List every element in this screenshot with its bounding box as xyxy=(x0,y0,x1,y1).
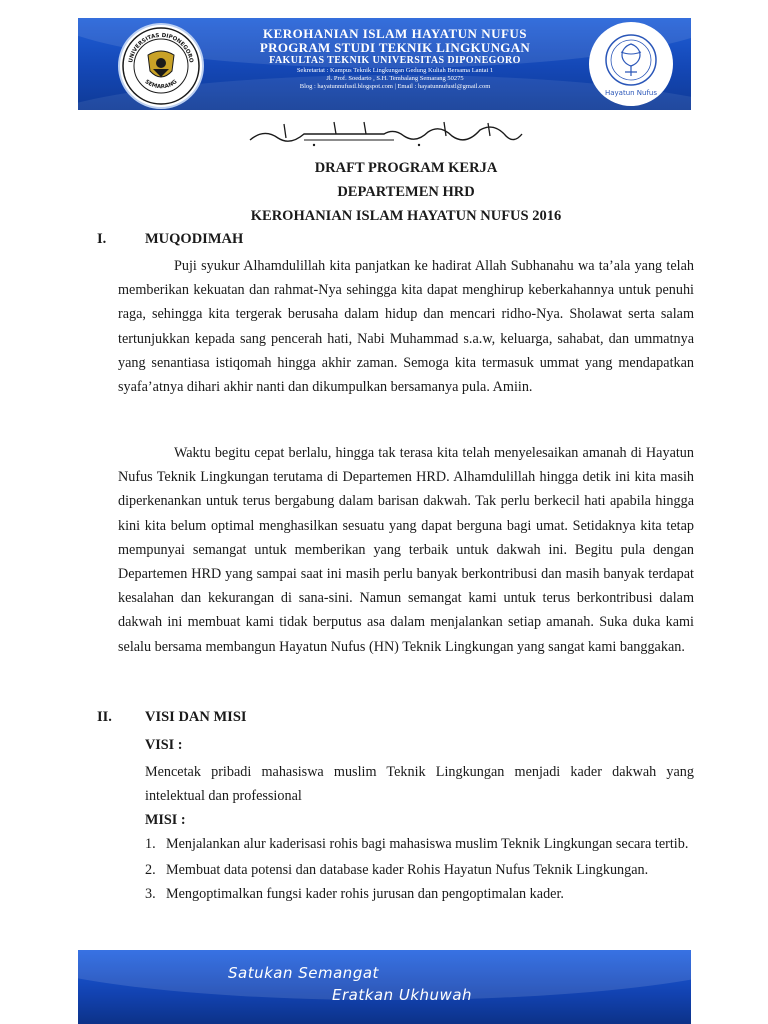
list-item xyxy=(145,832,694,856)
street-address: Jl. Prof. Soedarto , S.H. Tembalang Semarang 50275 xyxy=(326,75,464,82)
faculty-name: FAKULTAS TEKNIK UNIVERSITAS DIPONEGORO xyxy=(269,55,521,66)
visi-block xyxy=(145,733,694,832)
misi-list xyxy=(145,832,694,906)
muqodimah-paragraph-2: Waktu begitu cepat berlalu, hingga tak terasa kita telah menyelesaikan amanah di Hayatun Nufus Teknik Lingkungan terutama di Departemen HRD. Alhamdulillah hingga detik ini kita masih diperkenankan untuk terus bergabung dalam barisan dakwah. Tak perlu berkecil hati apabila hingga kini kita belum optimal menghasilkan sesuatu yang dapat berguna bagi umat. Setidaknya kita tetap mempunyai semangat untuk memberikan yang terbaik untuk dakwah ini. Begitu pula dengan Departemen HRD yang sampai saat ini masih perlu banyak berkontribusi dan masih banyak terdapat kesalahan dan kekurangan di sana-sini. Namun semangat kami untuk terus berkontribusi dalam dakwah ini membuat kami tidak berputus asa dalam menjalankan setiap amanah. Suka duka kami selalu bersama membangun Hayatun Nufus (HN) Teknik Lingkungan yang sangat kami banggakan. xyxy=(118,445,694,655)
department-title: DEPARTEMEN HRD xyxy=(337,184,475,200)
list-item-text: Menjalankan alur kaderisasi rohis bagi mahasiswa muslim Teknik Lingkungan secara tertib. xyxy=(166,836,689,852)
document-title: DRAFT PROGRAM KERJA xyxy=(314,160,498,176)
section-title: MUQODIMAH xyxy=(145,231,244,247)
footer-banner xyxy=(78,950,691,1024)
organization-year-title: KEROHANIAN ISLAM HAYATUN NUFUS 2016 xyxy=(250,208,562,224)
list-item-text: Membuat data potensi dan database kader Rohis Hayatun Nufus Teknik Lingkungan. xyxy=(166,862,649,878)
list-item xyxy=(145,882,694,906)
section-number: I. xyxy=(97,231,107,247)
footer-slogan-line2: Eratkan Ukhuwah xyxy=(332,986,473,1004)
visi-label: VISI : xyxy=(145,737,183,753)
secretariat-address: Sekretariat : Kampus Teknik Lingkungan Gedung Kuliah Bersama Lantai 1 xyxy=(296,67,494,74)
logo-caption: Hayatun Nufus xyxy=(604,89,658,97)
list-item xyxy=(145,858,694,882)
university-seal-logo xyxy=(118,23,204,109)
seal-text-bottom: SEMARANG xyxy=(143,79,179,91)
muqodimah-paragraph-1: Puji syukur Alhamdulillah kita panjatkan ke hadirat Allah Subhanahu wa ta’ala yang telah memberikan kekuatan dan rahmat-Nya sehingga kita dapat menghirup keberkahannya untuk penuhi raga, sehingga kita tergerak berusaha dalam hidup dan mencari ridho-Nya. Sholawat serta salam tertunjukkan kepada sang pencerah hati, Nabi Muhammad s.a.w, keluarga, sahabat, dan ummatnya yang senantiasa istiqomah hingga akhir zaman. Semoga kita termasuk ummat yang mendapatkan syafa’atnya dihari akhir nanti dan dikumpulkan bersamanya pula. Amiin. xyxy=(118,258,694,396)
study-program: PROGRAM STUDI TEKNIK LINGKUNGAN xyxy=(259,40,531,55)
section-title: VISI DAN MISI xyxy=(145,709,247,725)
letterhead-banner xyxy=(78,18,691,110)
list-item-number: 3. xyxy=(145,886,156,902)
list-item-number: 2. xyxy=(145,862,156,878)
list-item-number: 1. xyxy=(145,836,156,852)
basmalah-calligraphy xyxy=(244,118,526,148)
seal-text-top: UNIVERSITAS DIPONEGORO xyxy=(128,32,194,64)
organization-name: KEROHANIAN ISLAM HAYATUN NUFUS xyxy=(262,26,528,41)
letterhead-text xyxy=(210,27,580,91)
list-item-text: Mengoptimalkan fungsi kader rohis jurusan dan pengoptimalan kader. xyxy=(166,886,564,902)
document-title-block xyxy=(118,156,694,228)
visi-text: Mencetak pribadi mahasiswa muslim Teknik Lingkungan menjadi kader dakwah yang intelektual dan professional xyxy=(145,764,694,804)
footer-slogan-line1: Satukan Semangat xyxy=(228,964,379,982)
blog-email-contact: Blog : hayatunnufustl.blogspot.com | Email : hayatunnufustl@gmail.com xyxy=(299,83,491,90)
misi-label: MISI : xyxy=(145,812,186,828)
section-number: II. xyxy=(97,709,112,725)
hayatun-nufus-logo xyxy=(589,22,673,106)
